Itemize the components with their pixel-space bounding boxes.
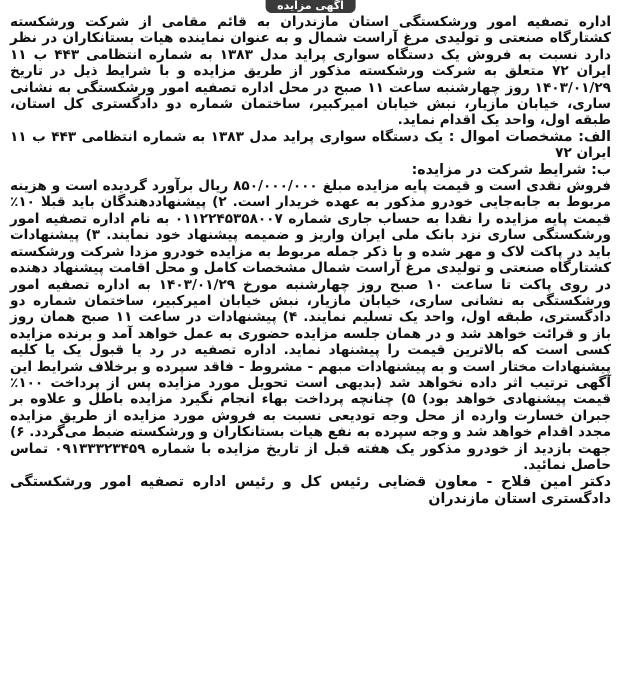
conditions-text: فروش نقدی است و قیمت پایه مزایده مبلغ ۸۵۰/۰۰۰/۰۰۰ ریال برآورد گردیده است و هزینه مربوط به جابه‌جایی خودرو مذکور به عهده خریدار است. ۲) پیشنهاددهندگان باید قبلا ۱۰٪ قیمت پایه مزایده را نقدا به حساب جاری شماره ۰۱۱۲۲۴۵۳۵۸۰۰۷ به نام اداره تصفیه امور ورشکستگی ساری نزد بانک ملی ایران واریز و ضمیمه پیشنهاد خود نمایند. ۳) پیشنهادات باید در پاکت لاک و مهر شده و با ذکر جمله مربوط به مزایده خودرو مزدا شرکت ورشکسته کشتارگاه صنعتی و تولیدی مرغ آراست شمال مشخصات کامل و محل اقامت پیشنهاد دهنده در روی پاکت تا ساعت ۱۰ صبح روز چهارشنبه مورخ ۱۴۰۳/۰۱/۲۹ به اداره تصفیه امور ورشکستگی به نشانی ساری، خیابان مازیار، نبش خیابان امیرکبیر، ساختمان شماره دو دادگستری، طبقه اول، واحد یک تسلیم نمایند. ۴) پیشنهادات در ساعت ۱۱ صبح همان روز باز و قرائت خواهد شد و در همان جلسه مزایده حضوری به عمل خواهد آمد و برنده مزایده کسی است که بالاترین قیمت را پیشنهاد نماید. اداره تصفیه در رد یا قبول یک یا کلیه پیشنهادات مختار است و به پیشنهادات مبهم - مشروط - فاقد سپرده و برخلاف شرایط این آگهی ترتیب اثر داده نخواهد شد (بدیهی است تحویل مورد مزایده پس از پرداخت ۱۰۰٪ قیمت پیشنهادی خواهد بود) ۵) چنانچه پرداخت بهاء انجام نگیرد مزایده باطل و علاوه بر جبران خسارت وارده از محل وجه تودیعی نسبت به فروش مورد مزایده از طریق مزایده مجدد اقدام خواهد شد و وجه سپرده به نفع هیات بستانکاران و ورشکسته ضبط می‌گردد. ۶) جهت بازدید از خودرو مذکور یک هفته قبل از تاریخ مزایده با شماره ۰۹۱۳۳۳۲۳۴۵۹ تماس حاصل نمائید. bbox=[10, 178, 612, 473]
property-section bbox=[10, 129, 611, 162]
intro-paragraph: اداره تصفیه امور ورشکستگی استان مازندران به قائم مقامی از شرکت ورشکسته کشتارگاه صنعتی و تولیدی مرغ آراست شمال و به عنوان نماینده هیات بستانکاران در نظر دارد نسبت به فروش یک دستگاه سواری پراید مدل ۱۳۸۳ به شماره انتظامی ۴۴۳ ب ۱۱ ایران ۷۲ متعلق به شرکت ورشکسته مذکور از طریق مزایده و با شرایط ذیل در تاریخ ۱۴۰۳/۰۱/۲۹ روز چهارشنبه ساعت ۱۱ صبح در محل اداره تصفیه امور ورشکستگی به نشانی ساری، خیابان مازیار، نبش خیابان امیرکبیر، ساختمان شماره دو دادگستری کل استان، طبقه اول، واحد یک اقدام نماید. bbox=[10, 14, 611, 129]
property-text: یک دستگاه سواری پراید مدل ۱۳۸۳ به شماره انتظامی ۴۴۳ ب ۱۱ ایران ۷۲ bbox=[10, 128, 611, 162]
notice-title: آگهی مزایده bbox=[265, 0, 356, 13]
property-heading: الف: مشخصات اموال : bbox=[448, 128, 611, 145]
notice-body bbox=[10, 0, 611, 507]
signature: دکتر امین فلاح - معاون قضایی رئیس کل و رئیس اداره تصفیه امور ورشکستگی دادگستری استان مازندران bbox=[10, 474, 611, 507]
conditions-heading: ب: شرایط شرکت در مزایده: bbox=[411, 161, 611, 178]
